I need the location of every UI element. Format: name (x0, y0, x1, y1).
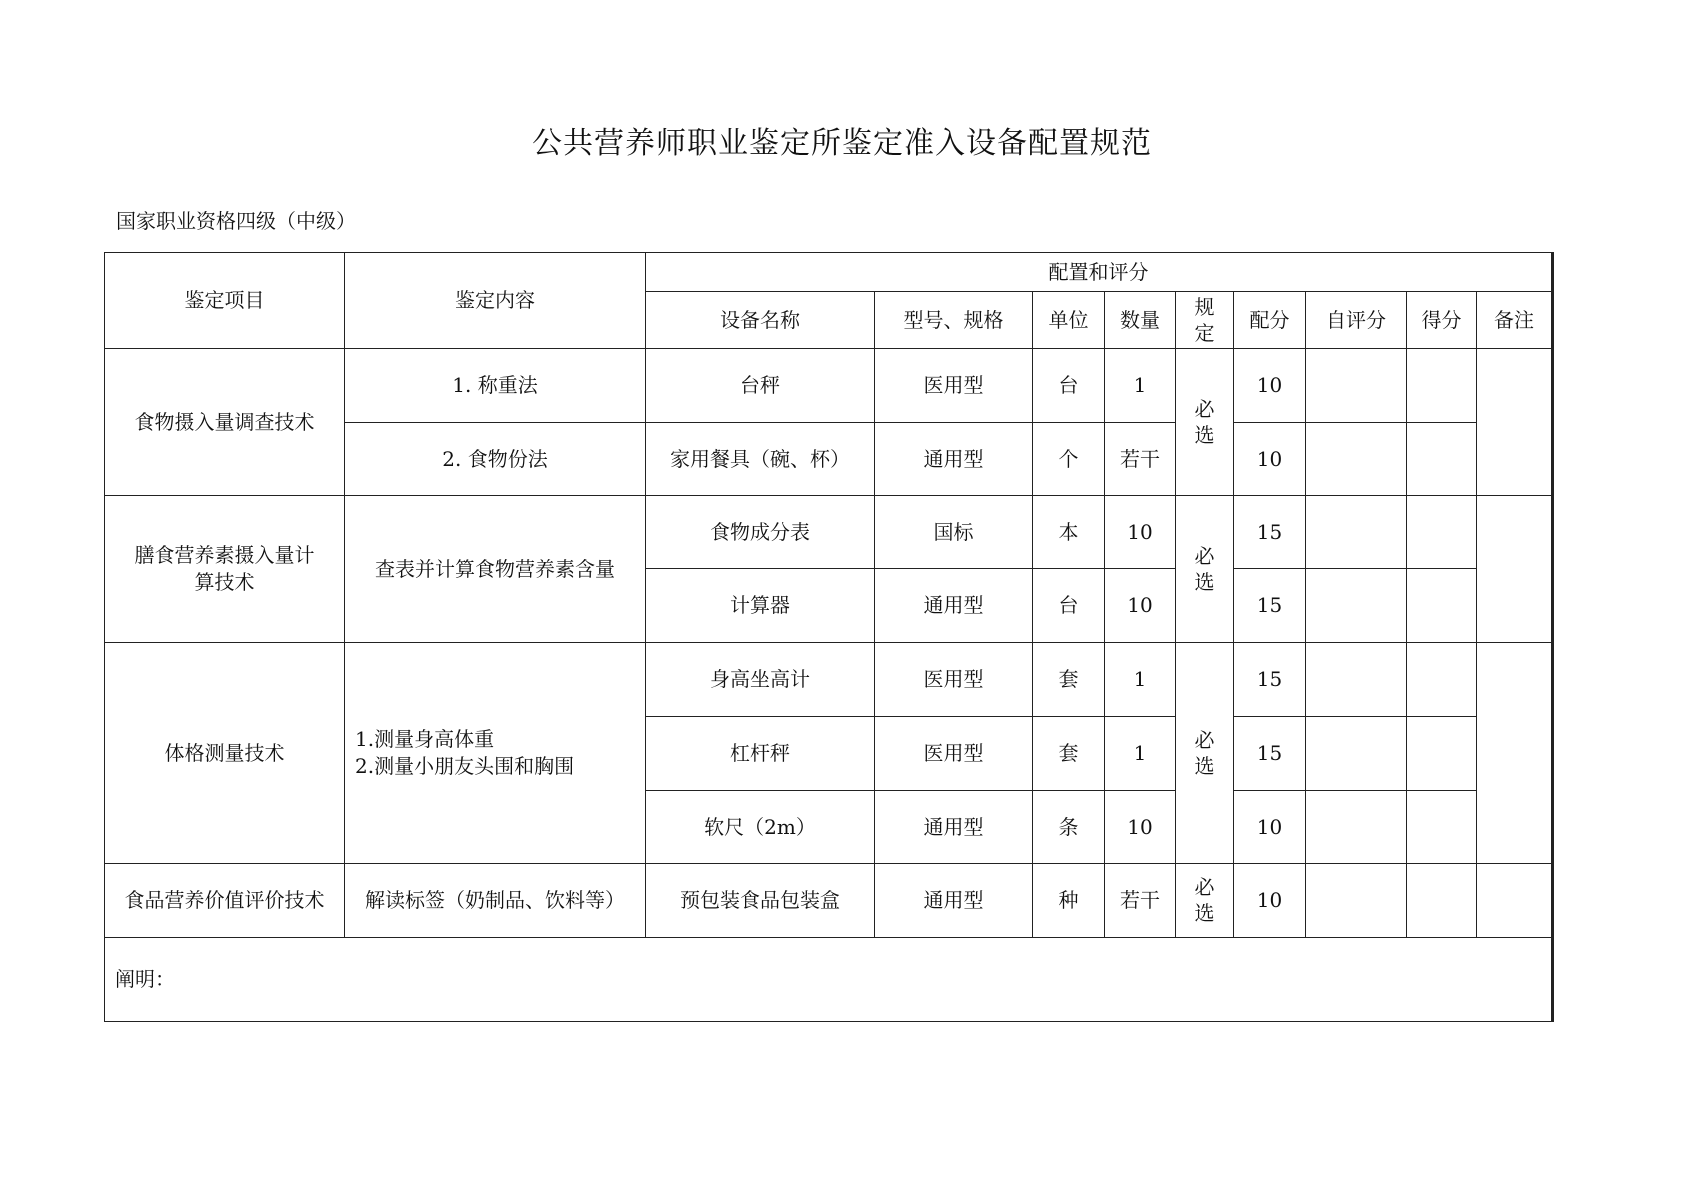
quantity-cell: 若干 (1105, 423, 1176, 496)
model-cell: 医用型 (875, 643, 1033, 717)
equipment-cell: 台秤 (646, 349, 875, 423)
final-score-cell[interactable] (1407, 423, 1477, 496)
equipment-cell: 杠杆秤 (646, 717, 875, 791)
content-cell: 解读标签（奶制品、饮料等） (345, 864, 646, 938)
table-row (105, 496, 1553, 569)
unit-cell: 台 (1033, 349, 1105, 423)
rule-cell: 必选 (1176, 864, 1234, 938)
model-cell: 国标 (875, 496, 1033, 569)
model-cell: 通用型 (875, 864, 1033, 938)
header-model: 型号、规格 (875, 292, 1033, 349)
score-cell: 10 (1234, 349, 1306, 423)
unit-cell: 套 (1033, 717, 1105, 791)
table-row (105, 643, 1553, 717)
header-quantity: 数量 (1105, 292, 1176, 349)
final-score-cell[interactable] (1407, 717, 1477, 791)
header-project: 鉴定项目 (105, 253, 345, 349)
header-equipment: 设备名称 (646, 292, 875, 349)
score-cell: 10 (1234, 791, 1306, 864)
remark-cell[interactable] (1477, 643, 1553, 864)
header-config-group: 配置和评分 (646, 253, 1553, 292)
self-score-cell[interactable] (1306, 423, 1407, 496)
unit-cell: 个 (1033, 423, 1105, 496)
score-cell: 15 (1234, 496, 1306, 569)
rule-cell: 必选 (1176, 496, 1234, 643)
quantity-cell: 10 (1105, 496, 1176, 569)
content-cell: 1.测量身高体重 2.测量小朋友头围和胸围 (345, 643, 646, 864)
note-label: 阐明： (115, 967, 175, 991)
quantity-cell: 1 (1105, 643, 1176, 717)
project-cell: 体格测量技术 (105, 643, 345, 864)
score-cell: 10 (1234, 423, 1306, 496)
header-self-score: 自评分 (1306, 292, 1407, 349)
header-final-score: 得分 (1407, 292, 1477, 349)
final-score-cell[interactable] (1407, 791, 1477, 864)
equipment-cell: 计算器 (646, 569, 875, 643)
score-cell: 15 (1234, 643, 1306, 717)
final-score-cell[interactable] (1407, 864, 1477, 938)
self-score-cell[interactable] (1306, 569, 1407, 643)
equipment-spec-table (104, 252, 1554, 1022)
equipment-cell: 软尺（2m） (646, 791, 875, 864)
self-score-cell[interactable] (1306, 643, 1407, 717)
rule-cell: 必选 (1176, 349, 1234, 496)
final-score-cell[interactable] (1407, 643, 1477, 717)
remark-cell[interactable] (1477, 349, 1553, 496)
project-cell: 食物摄入量调查技术 (105, 349, 345, 496)
quantity-cell: 1 (1105, 717, 1176, 791)
self-score-cell[interactable] (1306, 349, 1407, 423)
final-score-cell[interactable] (1407, 496, 1477, 569)
unit-cell: 套 (1033, 643, 1105, 717)
qualification-level: 国家职业资格四级（中级） (116, 209, 356, 233)
header-row-1 (105, 253, 1553, 292)
score-cell: 15 (1234, 717, 1306, 791)
unit-cell: 本 (1033, 496, 1105, 569)
score-cell: 15 (1234, 569, 1306, 643)
final-score-cell[interactable] (1407, 569, 1477, 643)
rule-cell: 必选 (1176, 643, 1234, 864)
remark-cell[interactable] (1477, 864, 1553, 938)
quantity-cell: 若干 (1105, 864, 1176, 938)
quantity-cell: 10 (1105, 569, 1176, 643)
equipment-cell: 家用餐具（碗、杯） (646, 423, 875, 496)
unit-cell: 台 (1033, 569, 1105, 643)
header-content: 鉴定内容 (345, 253, 646, 349)
unit-cell: 种 (1033, 864, 1105, 938)
page-title: 公共营养师职业鉴定所鉴定准入设备配置规范 (532, 126, 1152, 161)
score-cell: 10 (1234, 864, 1306, 938)
equipment-cell: 食物成分表 (646, 496, 875, 569)
unit-cell: 条 (1033, 791, 1105, 864)
note-cell (105, 938, 1553, 1022)
header-unit: 单位 (1033, 292, 1105, 349)
note-row (105, 938, 1553, 1022)
model-cell: 医用型 (875, 349, 1033, 423)
content-cell: 查表并计算食物营养素含量 (345, 496, 646, 643)
self-score-cell[interactable] (1306, 864, 1407, 938)
self-score-cell[interactable] (1306, 717, 1407, 791)
equipment-cell: 预包装食品包装盒 (646, 864, 875, 938)
model-cell: 医用型 (875, 717, 1033, 791)
table-row (105, 864, 1553, 938)
header-rule: 规定 (1176, 292, 1234, 349)
final-score-cell[interactable] (1407, 349, 1477, 423)
project-cell: 膳食营养素摄入量计算技术 (105, 496, 345, 643)
table-row (105, 349, 1553, 423)
header-remark: 备注 (1477, 292, 1553, 349)
header-score: 配分 (1234, 292, 1306, 349)
equipment-cell: 身高坐高计 (646, 643, 875, 717)
model-cell: 通用型 (875, 423, 1033, 496)
self-score-cell[interactable] (1306, 496, 1407, 569)
model-cell: 通用型 (875, 569, 1033, 643)
model-cell: 通用型 (875, 791, 1033, 864)
quantity-cell: 1 (1105, 349, 1176, 423)
content-cell: 1. 称重法 (345, 349, 646, 423)
project-cell: 食品营养价值评价技术 (105, 864, 345, 938)
content-cell: 2. 食物份法 (345, 423, 646, 496)
quantity-cell: 10 (1105, 791, 1176, 864)
self-score-cell[interactable] (1306, 791, 1407, 864)
remark-cell[interactable] (1477, 496, 1553, 643)
